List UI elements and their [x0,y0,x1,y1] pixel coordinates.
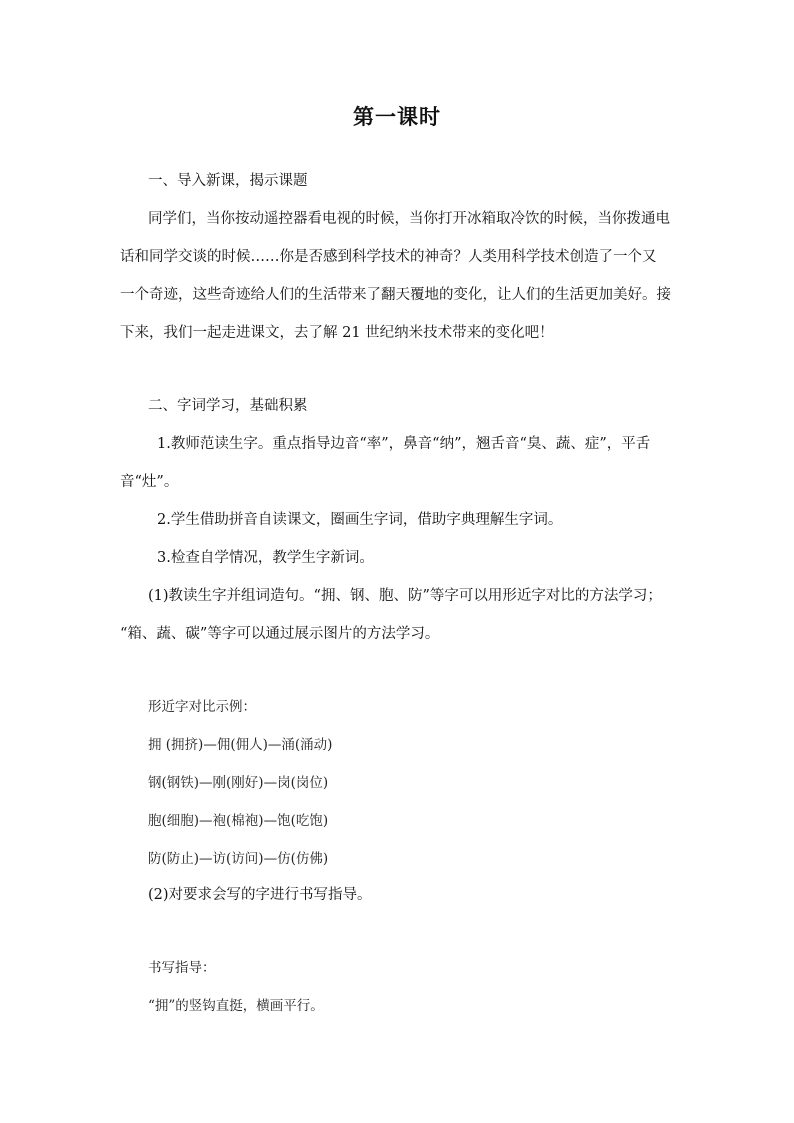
writing-guide-note: “拥”的竖钩直挺，横画平行。 [148,998,324,1014]
intro-paragraph-line-2: 话和同学交谈的时候……你是否感到科学技术的神奇？人类用科学技术创造了一个又 [120,249,657,265]
vocab-item-2: 2.学生借助拼音自读课文，圈画生字词，借助字典理解生字词。 [157,512,563,528]
comparison-row: 防(防止)—访(访问)—仿(仿佛) [148,851,329,867]
comparison-row: 胞(细胞)—袍(棉袍)—饱(吃饱) [148,813,329,829]
section-heading-vocabulary: 二、字词学习，基础积累 [148,398,308,414]
intro-paragraph-line-3: 一个奇迹，这些奇迹给人们的生活带来了翻天覆地的变化，让人们的生活更加美好。接 [120,287,671,303]
section-heading-intro: 一、导入新课，揭示课题 [148,173,308,189]
page-title: 第一课时 [353,104,441,129]
vocab-sub-1-line-1: (1)教读生字并组词造句。“拥、钢、胞、防”等字可以用形近字对比的方法学习； [148,588,662,604]
vocab-item-1-line-1: 1.教师范读生字。重点指导边音“率”，鼻音“纳”，翘舌音“臭、蔬、症”，平舌 [157,436,651,452]
comparison-heading: 形近字对比示例： [148,699,256,715]
intro-paragraph-line-4: 下来，我们一起走进课文，去了解 21 世纪纳米技术带来的变化吧！ [120,325,554,341]
comparison-row: 钢(钢铁)—刚(刚好)—岗(岗位) [148,775,329,791]
vocab-item-1-line-2: 音“灶”。 [120,474,179,490]
vocab-sub-2: (2)对要求会写的字进行书写指导。 [148,887,372,903]
writing-guide-heading: 书写指导： [148,960,216,976]
vocab-sub-1-line-2: “箱、蔬、碳”等字可以通过展示图片的方法学习。 [120,626,440,642]
vocab-item-3: 3.检查自学情况，教学生字新词。 [157,550,374,566]
intro-paragraph-line-1: 同学们，当你按动遥控器看电视的时候，当你打开冰箱取冷饮的时候，当你拨通电 [148,211,670,227]
comparison-row: 拥 (拥挤)—佣(佣人)—涌(涌动) [148,737,333,753]
